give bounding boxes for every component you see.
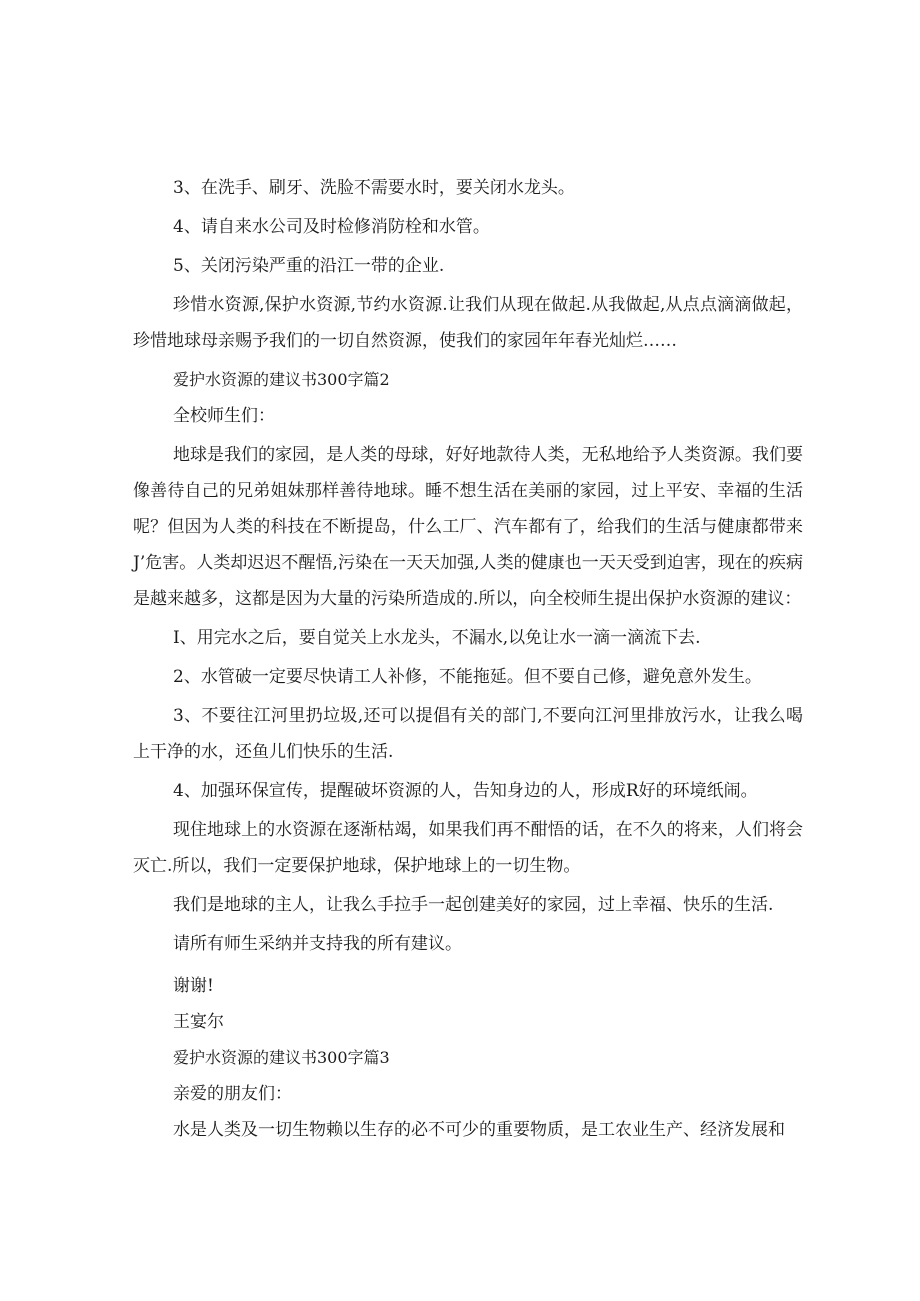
paragraph-request: 请所有师生采纳并支持我的所有建议。 — [173, 934, 462, 954]
paragraph-suggestion-3: 3、不要往江河里扔垃圾,还可以提倡有关的部门,不要向江河里排放污水，让我么喝上干净的水，还鱼儿们快乐的生活. — [133, 706, 803, 762]
paragraph-tip-4: 4、请自来水公司及时检修消防栓和水管。 — [173, 217, 490, 237]
section-heading-2: 爱护水资源的建议书300字篇2 — [173, 370, 390, 389]
author-name: 王宴尔 — [173, 1012, 224, 1032]
paragraph-suggestion-2: 2、水管破一定要尽快请工人补修，不能拖延。但不要自己修，避免意外发生。 — [173, 667, 762, 687]
paragraph-tip-5: 5、关闭污染严重的沿江一带的企业. — [173, 256, 445, 276]
salutation-2: 全校师生们： — [173, 406, 275, 426]
section-heading-3: 爱护水资源的建议书300字篇3 — [173, 1048, 390, 1067]
salutation-3: 亲爱的朋友们： — [173, 1084, 292, 1104]
paragraph-intro-3: 水是人类及一切生物赖以生存的必不可少的重要物质，是工农业生产、经济发展和 — [173, 1120, 785, 1140]
paragraph-intro-2: 地球是我们的家园，是人类的母球，好好地款待人类，无私地给予人类资源。我们要像善待自己的兄弟姐妹那样善待地球。睡不想生活在美丽的家园，过上平安、幸福的生活呢？但因为人类的科技在不断提岛，什么工厂、汽车都有了，给我们的生活与健康都带来J’危害。人类却迟迟不醒悟,污染在一天天加强,人类的健康也一天天受到迫害，现在的疾病是越来越多，这都是因为大量的污染所造成的.所以，向全校师生提出保护水资源的建议： — [133, 445, 803, 609]
paragraph-suggestion-1: I、用完水之后，要自觉关上水龙头，不漏水,以免让水一滴一滴流下去. — [173, 628, 701, 648]
paragraph-suggestion-4: 4、加强环保宣传，提醒破坏资源的人，告知身边的人，形成R好的环境纸闹。 — [173, 781, 758, 801]
paragraph-warning: 现住地球上的水资源在逐渐枯竭，如果我们再不酣悟的话，在不久的将来，人们将会灭亡.所以，我们一定要保护地球，保护地球上的一切生物。 — [133, 820, 803, 876]
paragraph-closing-1: 珍惜水资源,保护水资源,节约水资源.让我们从现在做起.从我做起,从点点滴滴做起，珍惜地球母亲赐予我们的一切自然资源，使我们的家园年年春光灿烂…… — [133, 295, 803, 351]
document-body — [133, 170, 803, 1148]
paragraph-tip-3: 3、在洗手、刷牙、洗脸不需要水时，要关闭水龙头。 — [173, 178, 575, 198]
paragraph-thanks: 谢谢! — [173, 976, 214, 996]
paragraph-call-to-action: 我们是地球的主人，让我么手拉手一起创建美好的家园，过上幸福、快乐的生活. — [173, 895, 774, 915]
